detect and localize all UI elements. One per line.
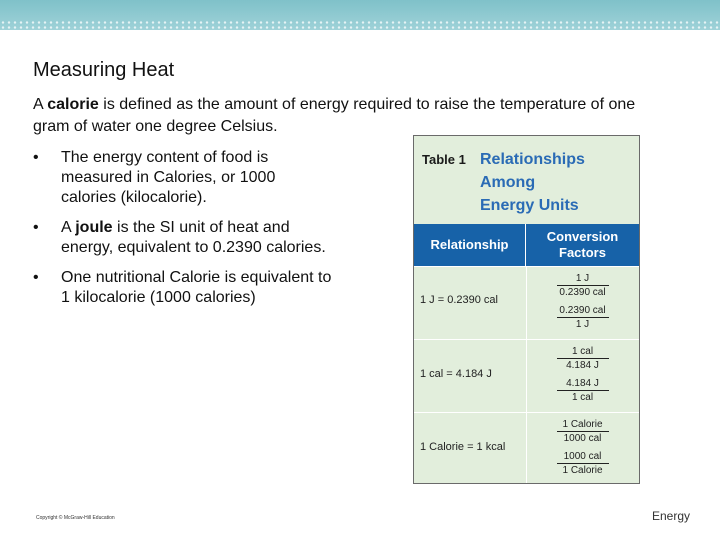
factor-denominator: 1 cal xyxy=(571,392,594,403)
conversion-factor xyxy=(526,419,639,444)
fraction-bar xyxy=(557,463,609,464)
conversion-factor xyxy=(526,305,639,330)
conversion-factors-cell xyxy=(526,419,639,476)
factor-numerator: 1 Calorie xyxy=(562,419,603,430)
relationship-cell: 1 Calorie = 1 kcal xyxy=(420,441,506,453)
factor-denominator: 4.184 J xyxy=(566,360,599,371)
fraction-bar xyxy=(557,358,609,359)
header-dot-pattern xyxy=(0,20,720,30)
bullet-text: The energy content of food is measured in Calories, or 1000 calories (kilocalorie). xyxy=(61,149,276,206)
factor-denominator: 0.2390 cal xyxy=(559,287,606,298)
bullet-item xyxy=(33,148,333,208)
conversion-factor xyxy=(526,273,639,298)
bullet-text-pre: A xyxy=(61,219,76,236)
table-header xyxy=(414,136,639,224)
intro-post: is defined as the amount of energy required to raise the temperature of one gram of water one degree Celsius. xyxy=(33,96,636,135)
conversion-factor xyxy=(526,346,639,371)
intro-term-calorie: calorie xyxy=(47,96,99,113)
fraction-bar xyxy=(557,317,609,318)
fraction-bar xyxy=(557,431,609,432)
intro-paragraph xyxy=(33,94,673,138)
table-title-line: Among xyxy=(480,174,536,191)
table-title-line: Energy Units xyxy=(480,197,579,214)
factor-numerator: 1 cal xyxy=(571,346,594,357)
bullet-dot: • xyxy=(33,219,39,236)
conversion-factor xyxy=(526,451,639,476)
relationship-cell: 1 cal = 4.184 J xyxy=(420,368,492,380)
factor-denominator: 1000 cal xyxy=(563,433,602,444)
column-header-line: Conversion xyxy=(546,229,619,244)
table-title xyxy=(480,148,630,217)
bullet-item xyxy=(33,268,333,308)
fraction-bar xyxy=(557,390,609,391)
bullet-list xyxy=(33,148,333,318)
factor-numerator: 1000 cal xyxy=(563,451,602,462)
footer-section-label: Energy xyxy=(651,509,690,523)
factor-numerator: 4.184 J xyxy=(566,378,599,389)
bullet-item xyxy=(33,218,333,258)
column-header-line: Factors xyxy=(559,245,606,260)
intro-pre: A xyxy=(33,96,48,113)
conversion-factors-cell xyxy=(526,346,639,403)
factor-denominator: 1 J xyxy=(575,319,590,330)
table-row xyxy=(414,339,639,412)
bullet-text: One nutritional Calorie is equivalent to 1 kilocalorie (1000 calories) xyxy=(61,269,332,306)
factor-denominator: 1 Calorie xyxy=(562,465,603,476)
slide-title: Measuring Heat xyxy=(33,59,175,81)
table-title-line: Relationships xyxy=(480,151,585,168)
bullet-dot: • xyxy=(33,149,39,166)
bullet-text-post: is the SI unit of heat and energy, equivalent to 0.2390 calories. xyxy=(61,219,326,256)
bullet-term-joule: joule xyxy=(75,219,113,236)
table-row xyxy=(414,266,639,339)
column-header-relationship: Relationship xyxy=(414,224,526,266)
factor-numerator: 1 J xyxy=(575,273,590,284)
header-band xyxy=(0,0,720,30)
conversion-factors-cell xyxy=(526,273,639,330)
energy-units-table xyxy=(413,135,640,484)
relationship-cell: 1 J = 0.2390 cal xyxy=(420,294,498,306)
bullet-dot: • xyxy=(33,269,39,286)
copyright-notice: Copyright © McGraw-Hill Education xyxy=(36,515,115,521)
table-row xyxy=(414,412,639,483)
table-label: Table 1 xyxy=(422,152,466,167)
conversion-factor xyxy=(526,378,639,403)
column-header-conversion-factors xyxy=(526,224,639,266)
fraction-bar xyxy=(557,285,609,286)
factor-numerator: 0.2390 cal xyxy=(559,305,606,316)
